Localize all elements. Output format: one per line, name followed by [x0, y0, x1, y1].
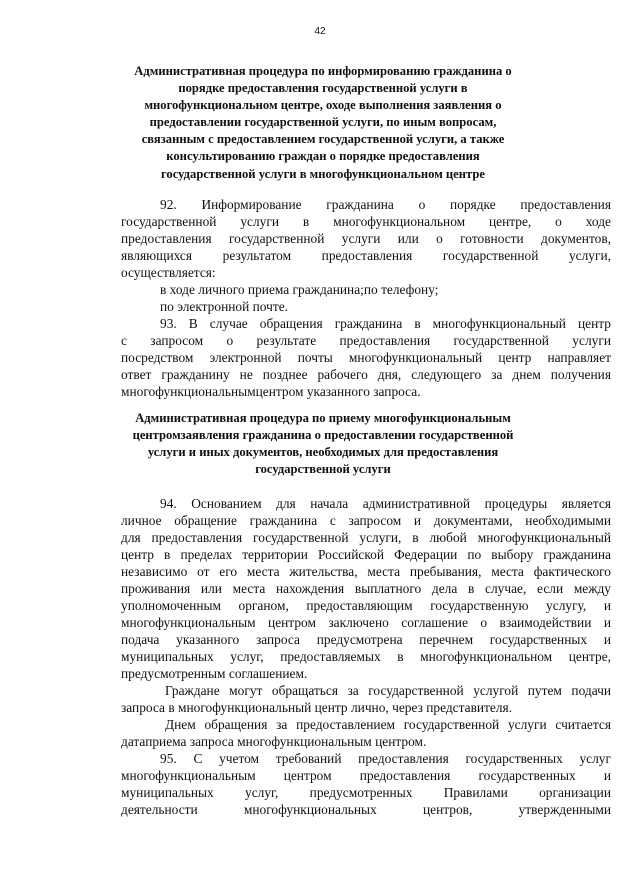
- paragraph-94-line-5: независимо от его места жительства, места пребывания, места фактического: [121, 564, 611, 579]
- paragraph-92-line-2: государственной услуги в многофункциональном центре, о ходе: [121, 214, 611, 229]
- paragraph-94-line-6: проживания или места нахождения выплатного дела в случае, если между: [121, 581, 611, 596]
- paragraph-93-line-5: многофункциональнымцентром указанного запроса.: [121, 384, 421, 399]
- section-heading-reception: Административная процедура по приему многофункциональным центромзаявления гражданина о предоставлении государственной услуги и иных документов, необходимых для предоставления государственной услуги: [132, 411, 514, 477]
- paragraph-93-line-4: ответ гражданину не позднее рабочего дня, следующего за днем получения: [121, 367, 611, 382]
- paragraph-95-line-3: муниципальных услуг, предусмотренных Правилами организации: [121, 785, 611, 800]
- paragraph-92-line-4: являющихся результатом предоставления государственной услуги,: [121, 248, 611, 263]
- paragraph-92-line-1: 92. Информирование гражданина о порядке предоставления: [160, 197, 611, 212]
- paragraph-93-line-1: 93. В случае обращения гражданина в многофункциональный центр: [160, 316, 611, 331]
- paragraph-92-line-5: осуществляется:: [121, 265, 216, 280]
- paragraph-94-line-8: многофункциональным центром заключено соглашение о взаимодействии и: [121, 615, 611, 630]
- paragraph-93-line-2: с запросом о результате предоставления государственной услуги: [121, 333, 611, 348]
- paragraph-95-line-1: 95. С учетом требований предоставления государственных услуг: [160, 751, 611, 766]
- paragraph-94-line-10: муниципальных услуг, предоставляемых в многофункциональном центре,: [121, 649, 611, 664]
- paragraph-94-line-3: для предоставления государственной услуги, в любой многофункциональный: [121, 530, 611, 545]
- paragraph-95-line-4: деятельности многофункциональных центров, утвержденными: [121, 802, 611, 817]
- paragraph-94-line-4: центр в пределах территории Российской Федерации по выбору гражданина: [121, 547, 611, 562]
- paragraph-94-line-1: 94. Основанием для начала административной процедуры является: [160, 496, 611, 511]
- paragraph-citizens-line-1: Граждане могут обращаться за государственной услугой путем подачи: [165, 683, 611, 698]
- paragraph-93-line-3: посредством электронной почты многофункциональный центр направляет: [121, 350, 611, 365]
- paragraph-92-line-3: предоставления государственной услуги или о готовности документов,: [121, 231, 611, 246]
- list-item-email: по электронной почте.: [160, 299, 289, 314]
- paragraph-95-line-2: многофункциональным центром предоставления государственных и: [121, 768, 611, 783]
- section-heading-informing: Административная процедура по информированию гражданина о порядке предоставления государственной услуги в многофункциональном центре, оходе выполнения заявления о предоставлении государственной услуги, по иным вопросам, связанным с предоставлением государственной услуги, а также консультированию граждан о порядке предоставления государственной услуги в многофункциональном центре: [134, 64, 512, 181]
- paragraph-date-line-1: Днем обращения за предоставлением государственной услуги считается: [165, 717, 611, 732]
- paragraph-94-line-7: уполномоченным органом, предоставляющим государственную услугу, и: [121, 598, 611, 613]
- paragraph-94-line-2: личное обращение гражданина с запросом и документами, необходимыми: [121, 513, 611, 528]
- paragraph-citizens-line-2: запроса в многофункциональный центр лично, через представителя.: [121, 700, 513, 715]
- page-number: 42: [314, 26, 326, 37]
- list-item-personal-reception: в ходе личного приема гражданина;по телефону;: [160, 282, 439, 297]
- paragraph-94-line-9: подача указанного запроса предусмотрена перечнем государственных и: [121, 632, 611, 647]
- paragraph-94-line-11: предусмотренным соглашением.: [121, 666, 308, 681]
- paragraph-date-line-2: датаприема запроса многофункциональным центром.: [121, 734, 427, 749]
